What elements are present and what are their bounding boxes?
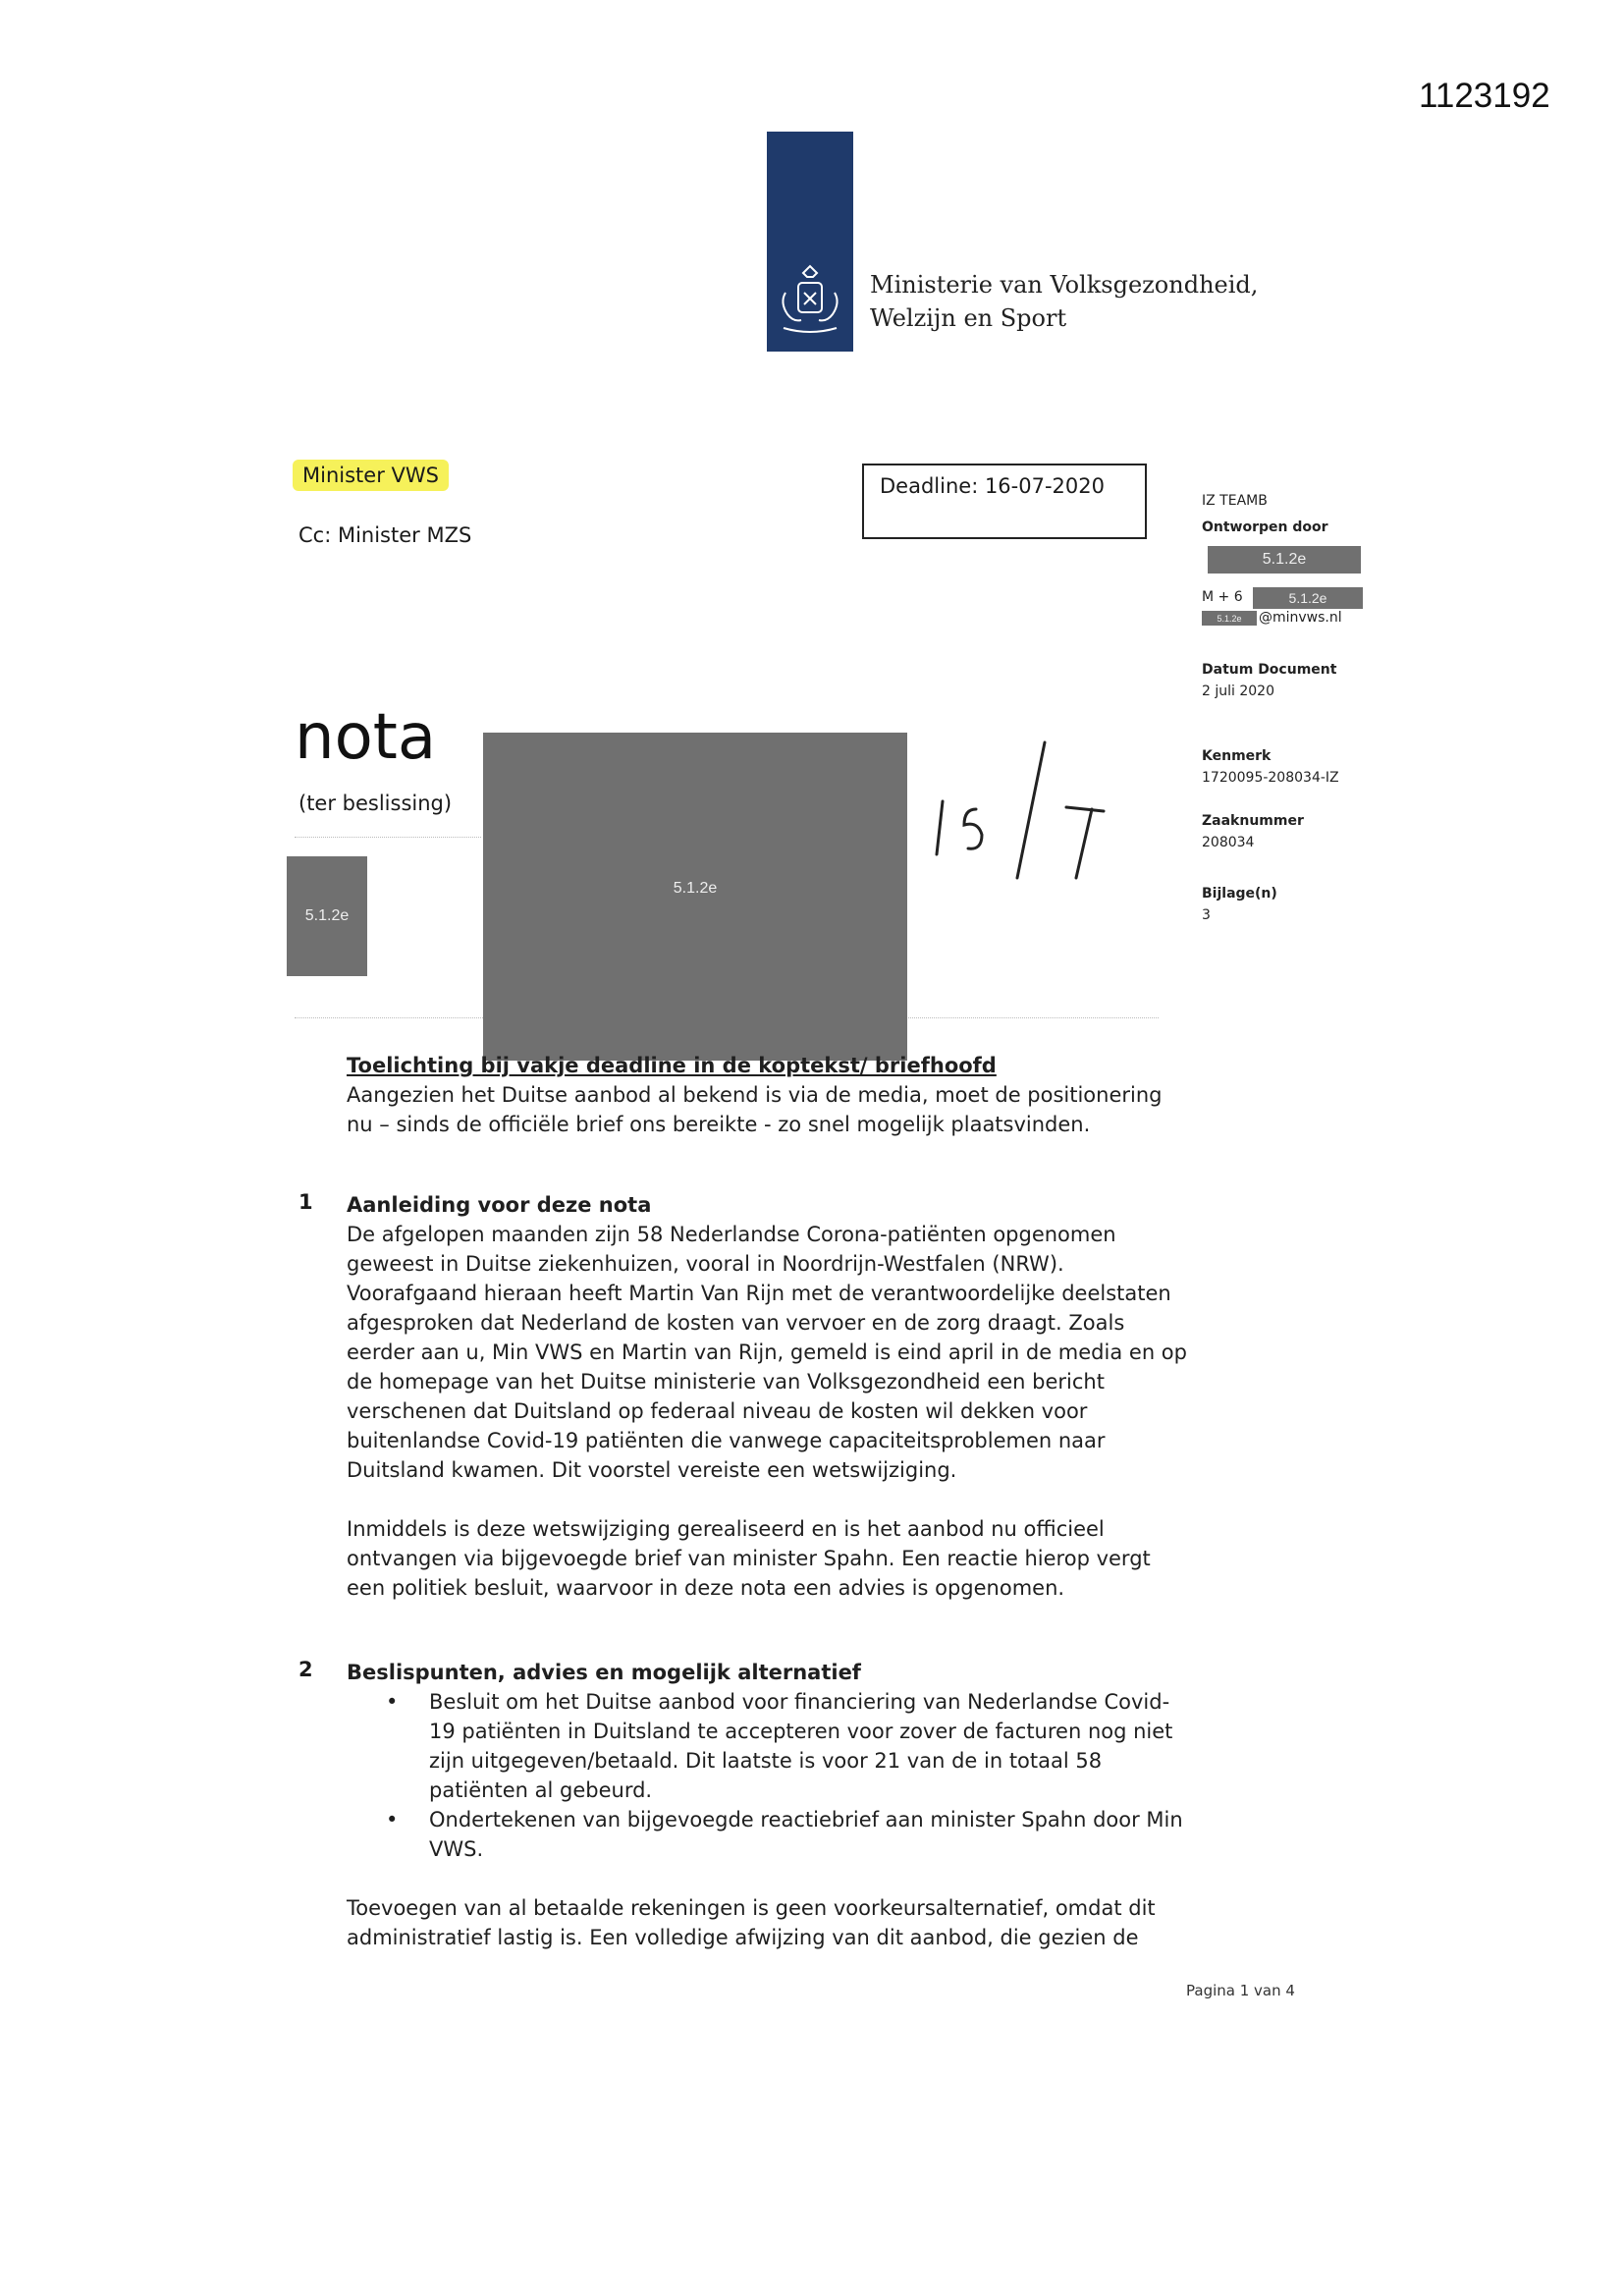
reference-label: Kenmerk	[1202, 748, 1272, 764]
explanation-section	[347, 1051, 1191, 1139]
case-value: 208034	[1202, 835, 1255, 850]
date-label: Datum Document	[1202, 662, 1337, 678]
section-2-number: 2	[298, 1658, 313, 1681]
attachments-value: 3	[1202, 907, 1211, 923]
attachments-label: Bijlage(n)	[1202, 886, 1277, 902]
crest-icon	[774, 263, 846, 342]
section-1-paragraph-2: Inmiddels is deze wetswijziging gerealiseerd en is het aanbod nu officieel ontvangen via bijgevoegde brief van minister Spahn. Een reactie hierop vergt een politiek besluit, waarvoor in deze nota een advies is opgenomen.	[347, 1517, 1151, 1600]
divider	[295, 837, 481, 838]
document-subtitle: (ter beslissing)	[298, 792, 453, 815]
explanation-text: Aangezien het Duitse aanbod al bekend is via de media, moet de positionering nu – sinds de officiële brief ons bereikte - zo snel mogelijk plaatsvinden.	[347, 1083, 1163, 1136]
section-2-heading: Beslispunten, advies en mogelijk alternatief	[347, 1661, 861, 1684]
redacted-email-user: 5.1.2e	[1202, 611, 1257, 626]
date-value: 2 juli 2020	[1202, 683, 1274, 699]
section-1-paragraph-1: De afgelopen maanden zijn 58 Nederlandse Corona-patiënten opgenomen geweest in Duitse ziekenhuizen, vooral in Noordrijn-Westfalen (NRW). Voorafgaand hieraan heeft Martin Van Rijn met de verantwoordelijke deelstaten afgesproken dat Nederland de kosten van vervoer en de zorg draagt. Zoals eerder aan u, Min VWS en Martin van Rijn, gemeld is eind april in de media en op de homepage van het Duitse ministerie van Volksgezondheid een bericht verschenen dat Duitsland op federaal niveau de kosten wil dekken voor buitenlandse Covid-19 patiënten die vanwege capaciteitsproblemen naar Duitsland kwamen. Dit voorstel vereiste een wetswijziging.	[347, 1223, 1187, 1482]
ministry-name	[870, 268, 1258, 335]
addressee-to	[293, 464, 449, 487]
team-label: IZ TEAMB	[1202, 493, 1268, 509]
redacted-phone: 5.1.2e	[1253, 587, 1363, 609]
section-1	[347, 1190, 1191, 1603]
redaction-block-left: 5.1.2e	[287, 856, 367, 976]
case-label: Zaaknummer	[1202, 813, 1304, 829]
section-1-number: 1	[298, 1190, 313, 1214]
redacted-designer: 5.1.2e	[1208, 546, 1361, 574]
ministry-line-2: Welzijn en Sport	[870, 304, 1067, 332]
handwritten-annotation	[919, 731, 1115, 898]
addressee-cc: Cc: Minister MZS	[298, 523, 472, 547]
email-suffix: @minvws.nl	[1259, 610, 1342, 626]
document-number: 1123192	[1419, 77, 1550, 115]
decision-list	[347, 1687, 1191, 1864]
ministry-line-1: Ministerie van Volksgezondheid,	[870, 271, 1259, 299]
list-item: • Ondertekenen van bijgevoegde reactiebrief aan minister Spahn door Min VWS.	[347, 1805, 1191, 1864]
document-title: nota	[295, 701, 437, 774]
designed-by-label: Ontworpen door	[1202, 519, 1328, 535]
section-1-heading: Aanleiding voor deze nota	[347, 1193, 652, 1217]
section-2-paragraph: Toevoegen van al betaalde rekeningen is geen voorkeursalternatief, omdat dit administratief lastig is. Een volledige afwijzing van dit aanbod, die gezien de	[347, 1896, 1156, 1949]
phone-prefix: M + 6	[1202, 589, 1243, 605]
addressee-highlight: Minister VWS	[293, 460, 449, 491]
redaction-block-center: 5.1.2e	[483, 733, 907, 1061]
section-2	[347, 1658, 1191, 1952]
deadline-text: Deadline: 16-07-2020	[880, 474, 1105, 498]
list-item: • Besluit om het Duitse aanbod voor financiering van Nederlandse Covid-19 patiënten in Duitsland te accepteren voor zover de facturen nog niet zijn uitgegeven/betaald. Dit laatste is voor 21 van de in totaal 58 patiënten al gebeurd.	[347, 1687, 1191, 1805]
reference-value: 1720095-208034-IZ	[1202, 770, 1339, 786]
page-number: Pagina 1 van 4	[1186, 1982, 1295, 1999]
explanation-heading: Toelichting bij vakje deadline in de koptekst/ briefhoofd	[347, 1054, 997, 1077]
